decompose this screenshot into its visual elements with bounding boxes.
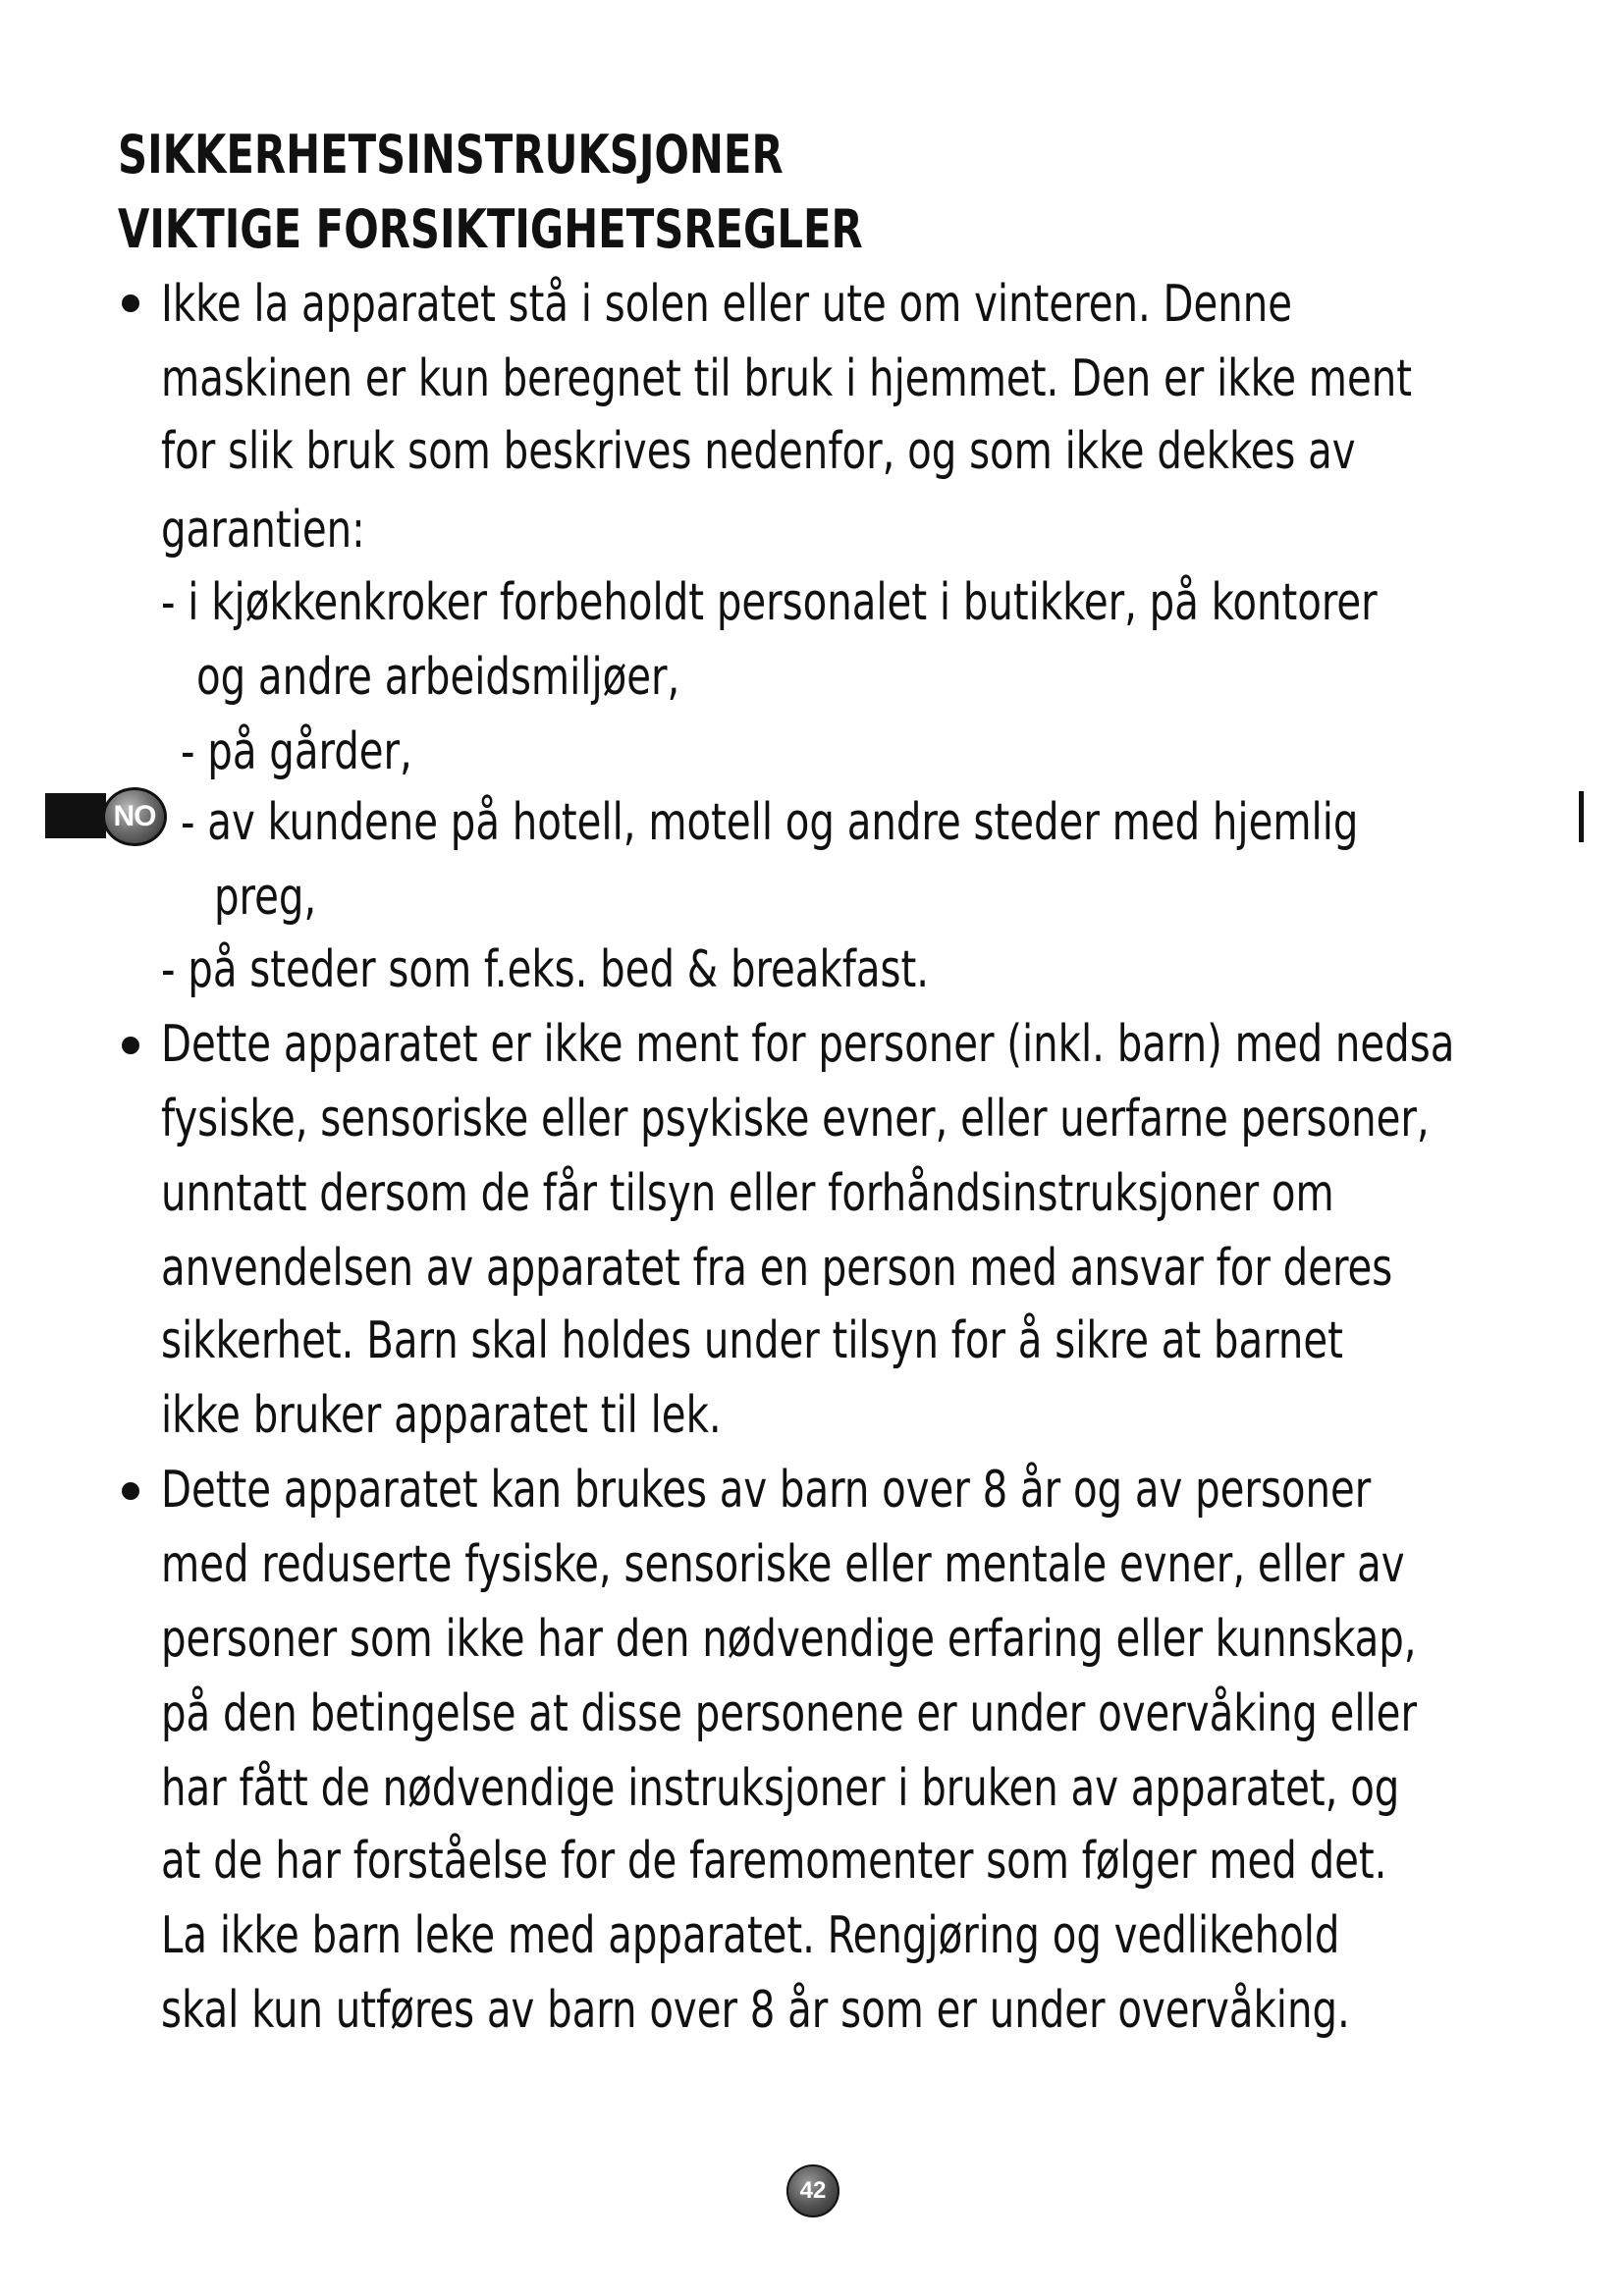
- text-line: preg,: [214, 868, 317, 927]
- bullet-icon: [122, 1037, 139, 1054]
- text-line: ikke bruker apparatet til lek.: [161, 1386, 722, 1445]
- change-bar-mark: [1579, 791, 1584, 842]
- text-line: skal kun utføres av barn over 8 år som er under overvåking.: [161, 1981, 1350, 2040]
- text-line: - på steder som f.eks. bed & breakfast.: [161, 940, 930, 999]
- text-line: anvendelsen av apparatet fra en person med ansvar for deres: [161, 1239, 1393, 1298]
- text-line: for slik bruk som beskrives nedenfor, og som ikke dekkes av: [161, 422, 1356, 481]
- page-number-badge: 42: [786, 2164, 839, 2217]
- bullet-icon: [122, 1482, 139, 1500]
- text-line: på den betingelse at disse personene er under overvåking eller: [161, 1684, 1417, 1743]
- text-line: har fått de nødvendige instruksjoner i bruken av apparatet, og: [161, 1759, 1400, 1818]
- text-line: og andre arbeidsmiljøer,: [196, 648, 680, 707]
- text-line: at de har forståelse for de faremomenter som følger med det.: [161, 1832, 1387, 1891]
- section-title: SIKKERHETSINSTRUKSJONER: [118, 124, 784, 186]
- text-line: maskinen er kun beregnet til bruk i hjemmet. Den er ikke ment: [161, 349, 1413, 408]
- text-line: Dette apparatet er ikke ment for personer (inkl. barn) med nedsa: [161, 1015, 1455, 1074]
- text-line: med reduserte fysiske, sensoriske eller mentale evner, eller av: [161, 1535, 1405, 1594]
- text-line: garantien:: [161, 501, 365, 560]
- text-line: Ikke la apparatet stå i solen eller ute om vinteren. Denne: [161, 275, 1293, 334]
- bullet-icon: [122, 294, 139, 312]
- text-line: - av kundene på hotell, motell og andre steder med hjemlig: [181, 793, 1359, 852]
- language-tab-marker: [45, 793, 106, 838]
- text-line: - i kjøkkenkroker forbeholdt personalet i butikker, på kontorer: [161, 573, 1378, 632]
- text-line: fysiske, sensoriske eller psykiske evner, eller uerfarne personer,: [161, 1090, 1430, 1148]
- text-line: sikkerhet. Barn skal holdes under tilsyn for å sikre at barnet: [161, 1311, 1343, 1370]
- text-line: Dette apparatet kan brukes av barn over 8 år og av personer: [161, 1461, 1372, 1520]
- language-badge: NO: [102, 787, 167, 846]
- text-line: personer som ikke har den nødvendige erfaring eller kunnskap,: [161, 1610, 1417, 1669]
- text-line: unntatt dersom de får tilsyn eller forhåndsinstruksjoner om: [161, 1164, 1334, 1223]
- text-line: - på gårder,: [181, 722, 412, 781]
- section-subtitle: VIKTIGE FORSIKTIGHETSREGLER: [118, 198, 863, 260]
- text-line: La ikke barn leke med apparatet. Rengjøring og vedlikehold: [161, 1906, 1340, 1965]
